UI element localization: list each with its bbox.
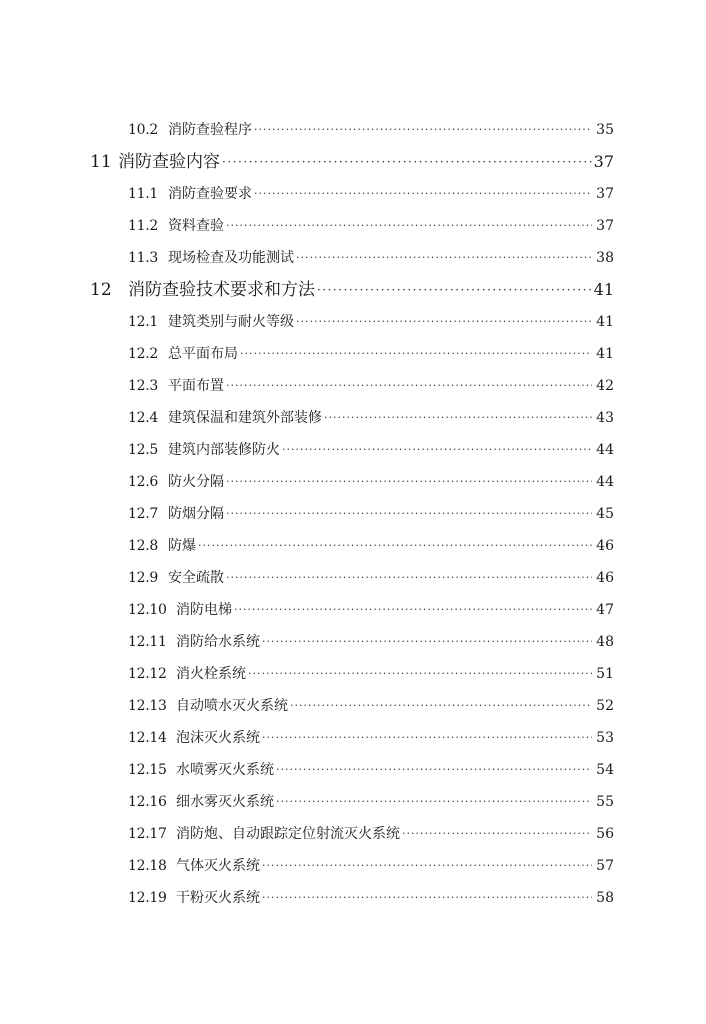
dot-leader	[248, 659, 592, 689]
toc-entry-title: 消防电梯	[176, 602, 232, 618]
toc-entry-number: 12.2	[128, 346, 158, 362]
toc-entry-number: 12.4	[128, 410, 158, 426]
toc-entry-page: 38	[596, 250, 614, 266]
toc-entry-title: 消防查验要求	[168, 186, 252, 202]
toc-entry-12-3[interactable]	[128, 371, 614, 401]
toc-entry-12-8[interactable]	[128, 531, 614, 561]
toc-entry-title: 建筑保温和建筑外部装修	[168, 410, 322, 426]
toc-entry-11-3[interactable]	[128, 243, 614, 273]
toc-chapter-12[interactable]	[90, 275, 614, 305]
toc-chapter-number: 12	[90, 280, 112, 300]
toc-entry-12-13[interactable]	[128, 691, 614, 721]
toc-entry-title: 现场检查及功能测试	[168, 250, 294, 266]
dot-leader	[324, 403, 592, 433]
dot-leader	[262, 851, 592, 881]
toc-entry-number: 12.16	[128, 794, 167, 810]
toc-entry-10-2[interactable]	[128, 115, 614, 145]
toc-entry-12-18[interactable]	[128, 851, 614, 881]
dot-leader	[234, 595, 592, 625]
toc-entry-number: 12.19	[128, 890, 167, 906]
toc-entry-number: 12.17	[128, 826, 167, 842]
dot-leader	[254, 115, 592, 145]
toc-entry-page: 45	[596, 506, 614, 522]
toc-entry-page: 41	[596, 346, 614, 362]
toc-chapter-number: 11	[90, 152, 112, 172]
dot-leader	[226, 467, 592, 497]
dot-leader	[290, 691, 592, 721]
toc-entry-number: 12.5	[128, 442, 158, 458]
toc-entry-number: 12.3	[128, 378, 158, 394]
toc-entry-page: 58	[596, 890, 614, 906]
toc-entry-12-17[interactable]	[128, 819, 614, 849]
toc-entry-number: 12.15	[128, 762, 167, 778]
toc-entry-12-2[interactable]	[128, 339, 614, 369]
toc-entry-page: 48	[596, 634, 614, 650]
toc-chapter-11[interactable]	[90, 147, 614, 177]
toc-entry-page: 54	[596, 762, 614, 778]
dot-leader	[317, 275, 592, 305]
toc-entry-title: 防烟分隔	[168, 506, 224, 522]
toc-entry-title: 细水雾灭火系统	[176, 794, 274, 810]
toc-entry-11-1[interactable]	[128, 179, 614, 209]
toc-entry-12-1[interactable]	[128, 307, 614, 337]
dot-leader	[282, 435, 592, 465]
toc-chapter-page: 41	[593, 280, 614, 299]
dot-leader	[296, 243, 592, 273]
dot-leader	[226, 563, 592, 593]
toc-entry-page: 44	[596, 474, 614, 490]
toc-entry-12-16[interactable]	[128, 787, 614, 817]
toc-entry-page: 47	[596, 602, 614, 618]
dot-leader	[254, 179, 592, 209]
toc-entry-title: 消火栓系统	[176, 666, 246, 682]
toc-entry-title: 防爆	[168, 538, 196, 554]
toc-entry-page: 43	[596, 410, 614, 426]
toc-entry-title: 建筑类别与耐火等级	[168, 314, 294, 330]
toc-entry-page: 53	[596, 730, 614, 746]
toc-entry-12-5[interactable]	[128, 435, 614, 465]
toc-entry-number: 11.3	[128, 250, 158, 266]
toc-entry-page: 42	[596, 378, 614, 394]
toc-entry-12-15[interactable]	[128, 755, 614, 785]
toc-entry-page: 35	[596, 122, 614, 138]
toc-entry-number: 12.8	[128, 538, 158, 554]
toc-entry-page: 37	[596, 186, 614, 202]
dot-leader	[296, 307, 592, 337]
toc-entry-title: 水喷雾灭火系统	[176, 762, 274, 778]
toc-entry-page: 46	[596, 538, 614, 554]
dot-leader	[222, 147, 592, 177]
toc-entry-number: 11.1	[128, 186, 158, 202]
toc-entry-page: 41	[596, 314, 614, 330]
toc-entry-title: 干粉灭火系统	[176, 890, 260, 906]
toc-entry-title: 气体灭火系统	[176, 858, 260, 874]
toc-entry-page: 56	[596, 826, 614, 842]
dot-leader	[276, 755, 592, 785]
toc-entry-page: 37	[596, 218, 614, 234]
dot-leader	[262, 627, 592, 657]
toc-entry-12-4[interactable]	[128, 403, 614, 433]
toc-entry-title: 泡沫灭火系统	[176, 730, 260, 746]
toc-entry-title: 资料查验	[168, 218, 224, 234]
toc-entry-number: 12.1	[128, 314, 158, 330]
toc-entry-number: 12.7	[128, 506, 158, 522]
dot-leader	[198, 531, 592, 561]
dot-leader	[226, 499, 592, 529]
toc-entry-title: 安全疏散	[168, 570, 224, 586]
toc-entry-number: 12.14	[128, 730, 167, 746]
toc-entry-title: 总平面布局	[168, 346, 238, 362]
toc-chapter-title: 消防查验内容	[118, 152, 220, 172]
toc-entry-12-14[interactable]	[128, 723, 614, 753]
dot-leader	[226, 211, 592, 241]
toc-entry-page: 57	[596, 858, 614, 874]
toc-entry-title: 建筑内部装修防火	[168, 442, 280, 458]
toc-entry-number: 12.9	[128, 570, 158, 586]
toc-entry-title: 消防查验程序	[168, 122, 252, 138]
toc-entry-number: 12.11	[128, 634, 167, 650]
toc-entry-12-19[interactable]	[128, 883, 614, 913]
toc-entry-12-9[interactable]	[128, 563, 614, 593]
toc-entry-number: 11.2	[128, 218, 158, 234]
toc-entry-12-11[interactable]	[128, 627, 614, 657]
toc-entry-number: 12.13	[128, 698, 167, 714]
dot-leader	[240, 339, 592, 369]
dot-leader	[226, 371, 592, 401]
dot-leader	[276, 787, 592, 817]
toc-entry-12-7[interactable]	[128, 499, 614, 529]
toc-entry-title: 平面布置	[168, 378, 224, 394]
toc-entry-number: 10.2	[128, 122, 158, 138]
toc-entry-number: 12.10	[128, 602, 167, 618]
toc-entry-12-10[interactable]	[128, 595, 614, 625]
toc-entry-title: 消防炮、自动跟踪定位射流灭火系统	[176, 826, 400, 842]
toc-entry-12-6[interactable]	[128, 467, 614, 497]
toc-entry-page: 44	[596, 442, 614, 458]
dot-leader	[262, 723, 592, 753]
toc-entry-12-12[interactable]	[128, 659, 614, 689]
dot-leader	[262, 883, 592, 913]
toc-entry-page: 46	[596, 570, 614, 586]
toc-entry-title: 自动喷水灭火系统	[176, 698, 288, 714]
toc-entry-11-2[interactable]	[128, 211, 614, 241]
toc-entry-page: 55	[596, 794, 614, 810]
toc-entry-title: 消防给水系统	[176, 634, 260, 650]
dot-leader	[402, 819, 592, 849]
toc-entry-title: 防火分隔	[168, 474, 224, 490]
toc-entry-page: 52	[596, 698, 614, 714]
toc-entry-number: 12.12	[128, 666, 167, 682]
toc-chapter-title: 消防查验技术要求和方法	[128, 280, 315, 300]
toc-chapter-page: 37	[593, 152, 614, 171]
toc-entry-number: 12.18	[128, 858, 167, 874]
toc-entry-number: 12.6	[128, 474, 158, 490]
toc-entry-page: 51	[596, 666, 614, 682]
